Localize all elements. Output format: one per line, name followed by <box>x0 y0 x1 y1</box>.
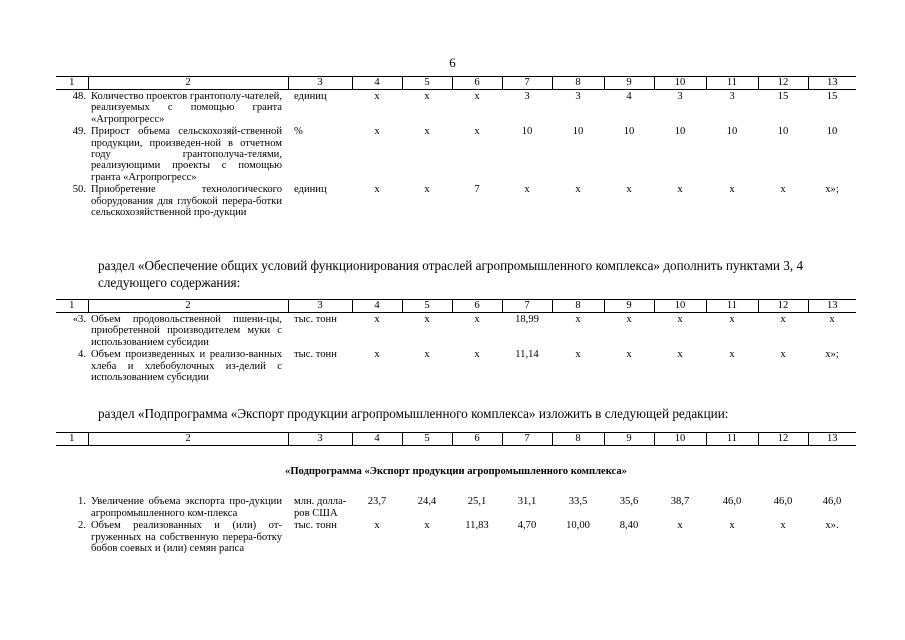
year-value: 3 <box>524 91 530 102</box>
year-value: 11,83 <box>465 520 489 532</box>
table-row <box>56 183 856 218</box>
column-header: 8 <box>552 300 604 313</box>
year-value: 10 <box>777 126 789 138</box>
year-value: 46,0 <box>822 496 842 508</box>
year-value: х». <box>825 520 839 532</box>
column-header: 13 <box>808 300 856 313</box>
year-value: х <box>677 184 683 196</box>
year-value: 10,00 <box>566 520 590 532</box>
unit-of-measure: тыс. тонн <box>294 349 337 361</box>
column-header: 11 <box>706 300 758 313</box>
year-value: х <box>575 184 581 196</box>
column-header: 3 <box>288 433 352 446</box>
year-value: х <box>524 184 530 196</box>
column-header: 7 <box>502 300 552 313</box>
year-value: 10 <box>674 126 686 138</box>
year-value: х <box>829 314 835 325</box>
year-value: х <box>374 91 380 102</box>
year-value: 38,7 <box>670 496 690 508</box>
paragraph-text: раздел «Подпрограмма «Экспорт продукции агропромышленного комплекса» изложить в следующей редакции: <box>98 406 729 421</box>
year-value: х <box>424 91 430 102</box>
column-header: 1 <box>56 300 88 313</box>
row-number: 49. <box>72 126 86 138</box>
paragraph-section-export-subprogram <box>56 405 852 422</box>
year-value: х <box>780 314 786 325</box>
year-value: 4,70 <box>517 520 537 532</box>
year-value: х <box>424 349 430 361</box>
year-value: х <box>626 314 632 325</box>
year-value: 33,5 <box>568 496 588 508</box>
indicator-name: Прирост объема сельскохозяй-ственной продукции, произведен-ной в отчетном году грантополуча-телями, реализующими проекты с помощью гранта «Агропрогресс» <box>91 126 282 183</box>
table-row <box>56 313 856 349</box>
column-header: 3 <box>288 300 352 313</box>
year-value: х <box>575 314 581 325</box>
year-value: 25,1 <box>467 496 487 508</box>
year-value: х <box>374 314 380 325</box>
year-value: х <box>626 349 632 361</box>
row-number: «3. <box>72 314 86 325</box>
year-value: 15 <box>777 91 789 102</box>
paragraph-text: раздел «Обеспечение общих условий функционирования отраслей агропромышленного комплекса» дополнить пунктами 3, 4 следующего содержания: <box>98 258 804 290</box>
column-header: 2 <box>88 300 288 313</box>
column-header: 8 <box>552 77 604 90</box>
year-value: х <box>677 349 683 361</box>
year-value: 3 <box>677 91 683 102</box>
year-value: х»; <box>825 349 839 361</box>
year-value: х <box>780 520 786 532</box>
unit-of-measure: единиц <box>294 184 327 196</box>
unit-of-measure: млн. долла-ров США <box>294 496 347 519</box>
column-header: 10 <box>654 300 706 313</box>
table-row <box>56 495 856 519</box>
year-value: х <box>474 314 480 325</box>
row-number: 50. <box>72 184 86 196</box>
column-header-row <box>56 77 856 90</box>
column-header: 5 <box>402 77 452 90</box>
row-number: 2. <box>78 520 86 532</box>
year-value: х <box>780 349 786 361</box>
column-header: 1 <box>56 77 88 90</box>
column-header: 5 <box>402 433 452 446</box>
year-value: х <box>729 184 735 196</box>
column-header: 4 <box>352 433 402 446</box>
table-row <box>56 90 856 126</box>
table-row <box>56 519 856 554</box>
column-header: 7 <box>502 77 552 90</box>
column-header: 5 <box>402 300 452 313</box>
indicator-name: Объем произведенных и реализо-ванных хлеба и хлебобулочных из-делий с использованием субсидии <box>91 349 282 384</box>
year-value: 8,40 <box>619 520 639 532</box>
indicator-table-3 <box>56 432 856 554</box>
column-header: 1 <box>56 433 88 446</box>
year-value: 31,1 <box>517 496 537 508</box>
year-value: 10 <box>623 126 635 138</box>
indicator-name: Приобретение технологического оборудования для глубокой перера-ботки сельскохозяйственной про-дукции <box>91 184 282 219</box>
year-value: 23,7 <box>367 496 387 508</box>
column-header: 2 <box>88 433 288 446</box>
indicator-name: Объем продовольственной пшени-цы, приобретенной производителем муки с использованием субсидии <box>91 314 282 348</box>
year-value: х»; <box>825 184 839 196</box>
column-header: 11 <box>706 433 758 446</box>
year-value: 10 <box>521 126 533 138</box>
year-value: х <box>474 126 480 138</box>
year-value: х <box>729 314 735 325</box>
column-header: 10 <box>654 433 706 446</box>
year-value: х <box>374 349 380 361</box>
year-value: х <box>474 91 480 102</box>
row-number: 4. <box>78 349 86 361</box>
row-number: 48. <box>72 91 86 102</box>
table-row <box>56 125 856 183</box>
column-header-row <box>56 300 856 313</box>
column-header: 6 <box>452 77 502 90</box>
year-value: х <box>374 184 380 196</box>
year-value: 15 <box>826 91 838 102</box>
column-header: 4 <box>352 300 402 313</box>
year-value: х <box>729 349 735 361</box>
year-value: х <box>374 126 380 138</box>
year-value: 3 <box>729 91 735 102</box>
year-value: х <box>677 520 683 532</box>
page-number: 6 <box>449 55 456 70</box>
subprogram-title: «Подпрограмма «Экспорт продукции агропромышленного комплекса» <box>285 466 627 477</box>
year-value: х <box>780 184 786 196</box>
row-number: 1. <box>78 496 86 508</box>
year-value: 3 <box>575 91 581 102</box>
indicator-name: Количество проектов грантополу-чателей, реализуемых с помощью гранта «Агропрогресс» <box>91 91 282 125</box>
year-value: х <box>575 349 581 361</box>
year-value: 10 <box>726 126 738 138</box>
year-value: 10 <box>572 126 584 138</box>
year-value: 7 <box>474 184 480 196</box>
unit-of-measure: тыс. тонн <box>294 520 337 532</box>
column-header: 12 <box>758 300 808 313</box>
indicator-table-1 <box>56 76 856 218</box>
year-value: х <box>626 184 632 196</box>
indicator-name: Объем реализованных и (или) от-груженных на собственную перера-ботку бобов соевых и (или) семян рапса <box>91 520 282 555</box>
column-header: 3 <box>288 77 352 90</box>
column-header: 9 <box>604 433 654 446</box>
year-value: 24,4 <box>417 496 437 508</box>
year-value: 4 <box>626 91 632 102</box>
column-header: 12 <box>758 433 808 446</box>
table-row <box>56 348 856 383</box>
year-value: 46,0 <box>773 496 793 508</box>
year-value: х <box>424 314 430 325</box>
column-header: 6 <box>452 433 502 446</box>
column-header: 6 <box>452 300 502 313</box>
year-value: х <box>729 520 735 532</box>
year-value: 18,99 <box>515 314 539 325</box>
unit-of-measure: единиц <box>294 91 327 102</box>
unit-of-measure: тыс. тонн <box>294 314 337 325</box>
indicator-table-2 <box>56 299 856 383</box>
unit-of-measure: % <box>294 126 303 138</box>
year-value: 11,14 <box>515 349 539 361</box>
year-value: х <box>677 314 683 325</box>
year-value: х <box>424 126 430 138</box>
year-value: х <box>424 184 430 196</box>
column-header: 13 <box>808 77 856 90</box>
year-value: х <box>374 520 380 532</box>
year-value: х <box>474 349 480 361</box>
column-header: 12 <box>758 77 808 90</box>
column-header: 4 <box>352 77 402 90</box>
column-header: 9 <box>604 77 654 90</box>
paragraph-section-general-conditions <box>56 257 852 291</box>
column-header: 13 <box>808 433 856 446</box>
indicator-name: Увеличение объема экспорта про-дукции агропромышленного ком-плекса <box>91 496 282 519</box>
column-header: 2 <box>88 77 288 90</box>
column-header: 8 <box>552 433 604 446</box>
column-header-row <box>56 433 856 446</box>
column-header: 11 <box>706 77 758 90</box>
year-value: 10 <box>826 126 838 138</box>
year-value: х <box>424 520 430 532</box>
column-header: 10 <box>654 77 706 90</box>
column-header: 7 <box>502 433 552 446</box>
year-value: 46,0 <box>722 496 742 508</box>
column-header: 9 <box>604 300 654 313</box>
year-value: 35,6 <box>619 496 639 508</box>
